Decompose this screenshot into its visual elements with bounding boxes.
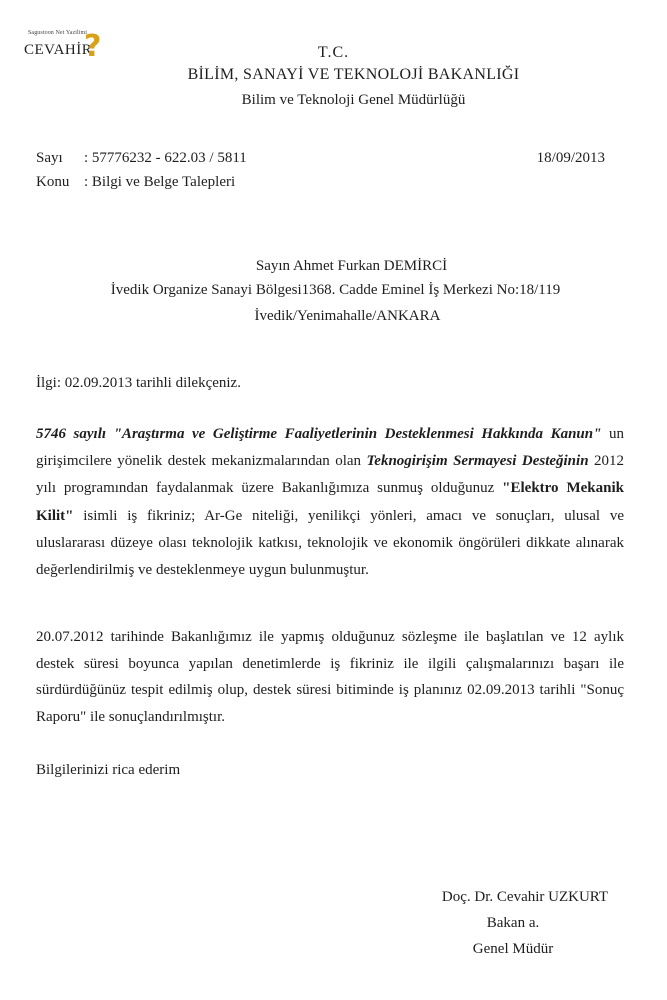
paragraph1-text3: isimli iş fikriniz; Ar-Ge niteliği, yenilikçi yönleri, amacı ve sonuçları, ulusal ve uluslararası düzeye olası teknolojik katkısı, teknolojik ve ekonomik öngörüleri dikkate alınarak değerlendirilmiş ve desteklenmeye uygun bulunmuştur. [36,507,624,579]
sayi-row [36,150,247,167]
question-mark-logo-icon: ? [84,29,102,64]
project-name: "Elektro Mekanik Kilit" [36,480,624,524]
reference-line: İlgi: 02.09.2013 tarihli dilekçeniz. [36,375,241,391]
body-paragraph-1 [36,421,624,584]
recipient-name: Sayın Ahmet Furkan DEMİRCİ [255,258,448,274]
stamp-name: CEVAHİR [24,42,93,58]
program-name: Teknogirişim Sermayesi Desteğinin [366,453,589,470]
header-directorate: Bilim ve Teknoloji Genel Müdürlüğü [241,92,466,108]
closing-line: Bilgilerinizi rica ederim [36,762,181,778]
konu-value: : Bilgi ve Belge Talepleri [84,174,236,190]
signatory-role-1: Bakan a. [486,915,540,931]
konu-row [36,174,235,191]
signatory-name: Doç. Dr. Cevahir UZKURT [441,889,609,905]
paragraph1-text1: un girişimcilere yönelik destek mekanizmalarından olan [36,426,625,470]
paragraph1-text2: 2012 yılı programından faydalanmak üzere Bakanlığımıza sunmuş olduğunuz [36,453,624,497]
header-tc: T.C. [317,44,350,61]
stamp-small-text: Sagustoon Net Yazilimi [28,30,88,36]
signatory-role-2: Genel Müdür [472,941,554,957]
konu-label: Konu [36,174,70,190]
recipient-city: İvedik/Yenimahalle/ANKARA [254,308,441,324]
body-paragraph-2: 20.07.2012 tarihinde Bakanlığımız ile yapmış olduğunuz sözleşme ile başlatılan ve 12 aylık destek süresi boyunca yapılan denetimlerde iş fikriniz ile ilgili çalışmalarınızı başarı ile sürdürdüğünüz tespit edilmiş olup, destek süresi bitiminde iş planınız 02.09.2013 tarihli "Sonuç Raporu" ile sonuçlandırılmıştır. [36,629,624,725]
document-date: 18/09/2013 [536,150,605,166]
law-name: 5746 sayılı "Araştırma ve Geliştirme Faaliyetlerinin Desteklenmesi Hakkında Kanun" [36,426,602,442]
recipient-address: İvedik Organize Sanayi Bölgesi1368. Cadde Eminel İş Merkezi No:18/119 [110,282,561,298]
sayi-label: Sayı [36,150,63,166]
sayi-value: : 57776232 - 622.03 / 5811 [84,150,247,166]
header-ministry: BİLİM, SANAYİ VE TEKNOLOJİ BAKANLIĞI [187,66,520,83]
